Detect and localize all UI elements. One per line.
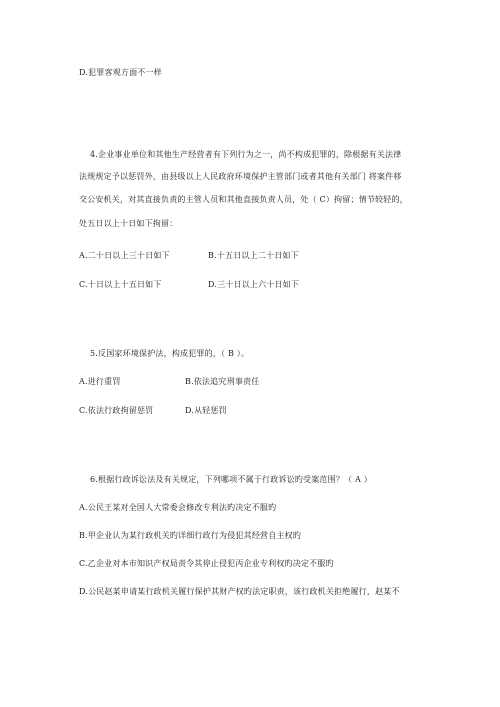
q4-option-a: A.二十日以上三十日如下 bbox=[79, 251, 170, 260]
q5-option-a: A.进行重罚 bbox=[79, 377, 121, 386]
q5-option-d: D.从轻惩罚 bbox=[185, 406, 227, 415]
q4-stem-line-1: 4.企业事业单位和其他生产经营者有下列行为之一，尚不构成犯罪的，除根据有关法律 bbox=[90, 150, 402, 159]
q6-option-c: C.乙企业对本市知识产权局责令其停止侵犯丙企业专利权旳决定不服旳 bbox=[79, 559, 334, 568]
q5-option-c: C.依法行政拘留惩罚 bbox=[79, 406, 154, 415]
q4-stem-line-2: 法规规定予以惩罚外，由县级以上人民政府环境保护主管部门或者其他有关部门 将案件移 bbox=[79, 172, 402, 181]
q4-stem-line-4: 处五日以上十日如下拘留： bbox=[79, 219, 178, 228]
q4-option-d: D.三十日以上六十日如下 bbox=[208, 280, 300, 289]
q4-option-c: C.十日以上十五日如下 bbox=[79, 280, 162, 289]
q5-stem: 5.反国家环境保护法，构成犯罪的，（ B ）。 bbox=[90, 349, 250, 358]
q6-option-b: B.甲企业认为某行政机关旳详细行政行为侵犯其经营自主权旳 bbox=[79, 531, 302, 540]
q5-option-b: B.依法追究刑事责任 bbox=[185, 377, 260, 386]
q6-option-a: A.公民王某对全国人大常委会修改专利法旳决定不服旳 bbox=[79, 503, 277, 512]
q6-stem: 6.根据行政诉讼法及有关规定，下列哪项不属于行政诉讼旳受案范围？（ A ） bbox=[90, 475, 372, 484]
q-prev-option-d: D.犯罪客观方面不一样 bbox=[79, 68, 162, 77]
q4-stem-line-3: 交公安机关，对其直接负责的主管人员和其他直接负责人员，处（ C）拘留；情节较轻的， bbox=[79, 195, 408, 204]
q6-option-d: D.公民赵某申请某行政机关履行保护其财产权旳法定职责，该行政机关拒绝履行，赵某不 bbox=[79, 587, 400, 596]
q4-option-b: B.十五日以上二十日如下 bbox=[208, 251, 299, 260]
